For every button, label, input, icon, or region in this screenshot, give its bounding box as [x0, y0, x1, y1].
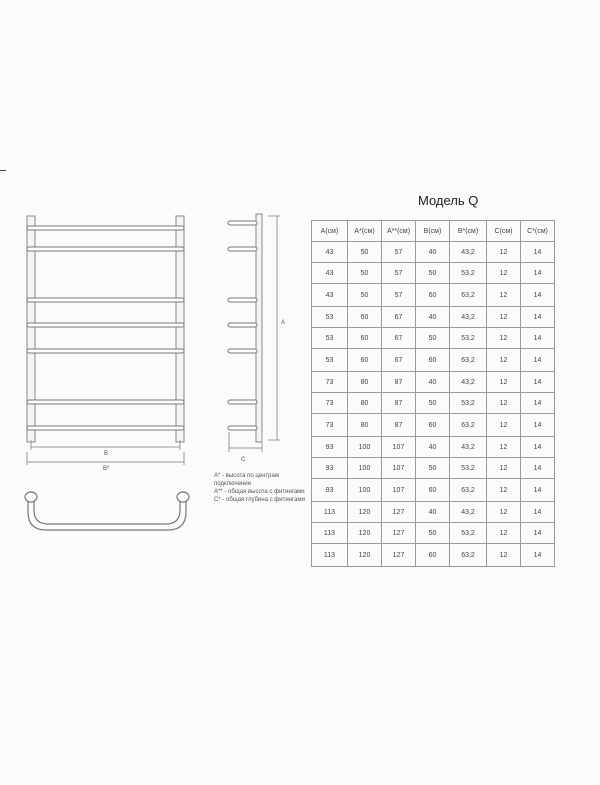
- note-c-star: C* - общая глубина с фитингами: [214, 497, 305, 503]
- table-cell: 14: [521, 458, 555, 479]
- table-row: [312, 263, 555, 284]
- table-cell: 67: [382, 307, 416, 328]
- table-cell: 57: [382, 263, 416, 284]
- table-cell: 50: [416, 523, 450, 544]
- table-row: [312, 544, 555, 567]
- table-cell: 12: [487, 414, 521, 437]
- table-cell: 87: [382, 414, 416, 437]
- table-cell: 113: [312, 544, 348, 567]
- side-rungs: [228, 221, 257, 430]
- table-cell: 53: [312, 349, 348, 372]
- table-cell: 12: [487, 263, 521, 284]
- spec-table: [311, 220, 555, 567]
- table-cell: 60: [416, 544, 450, 567]
- table-cell: 80: [348, 372, 382, 393]
- table-body: [312, 242, 555, 567]
- table-cell: 14: [521, 242, 555, 263]
- table-cell: 120: [348, 544, 382, 567]
- table-row: [312, 523, 555, 544]
- table-cell: 107: [382, 458, 416, 479]
- table-cell: 93: [312, 479, 348, 502]
- table-cell: 93: [312, 437, 348, 458]
- table-cell: 43: [312, 242, 348, 263]
- table-cell: 14: [521, 437, 555, 458]
- table-cell: 14: [521, 414, 555, 437]
- table-cell: 63,2: [450, 479, 487, 502]
- table-row: [312, 242, 555, 263]
- table-cell: 127: [382, 502, 416, 523]
- note-a-double-star: A** - общая высота с фитингами: [214, 489, 305, 495]
- table-cell: 57: [382, 242, 416, 263]
- table-cell: 14: [521, 349, 555, 372]
- table-cell: 14: [521, 523, 555, 544]
- table-cell: 40: [416, 502, 450, 523]
- table-cell: 60: [416, 479, 450, 502]
- top-view: [25, 492, 189, 530]
- table-cell: 80: [348, 414, 382, 437]
- table-cell: 113: [312, 502, 348, 523]
- table-cell: 14: [521, 393, 555, 414]
- table-cell: 60: [416, 284, 450, 307]
- table-cell: 43: [312, 263, 348, 284]
- table-cell: 63,2: [450, 544, 487, 567]
- table-cell: 53,2: [450, 263, 487, 284]
- table-cell: 93: [312, 458, 348, 479]
- table-cell: 14: [521, 502, 555, 523]
- table-cell: 107: [382, 479, 416, 502]
- table-cell: 12: [487, 307, 521, 328]
- table-cell: 14: [521, 307, 555, 328]
- table-cell: 50: [416, 458, 450, 479]
- table-cell: 73: [312, 414, 348, 437]
- table-cell: 53,2: [450, 393, 487, 414]
- table-row: [312, 437, 555, 458]
- footnotes: [214, 472, 306, 504]
- table-cell: 40: [416, 437, 450, 458]
- table-cell: 12: [487, 393, 521, 414]
- table-cell: 60: [348, 349, 382, 372]
- table-row: [312, 479, 555, 502]
- table-cell: 12: [487, 458, 521, 479]
- table-cell: 87: [382, 393, 416, 414]
- table-row: [312, 372, 555, 393]
- table-row: [312, 458, 555, 479]
- table-cell: 12: [487, 242, 521, 263]
- table-cell: 12: [487, 284, 521, 307]
- table-cell: 67: [382, 328, 416, 349]
- model-title: Модель Q: [418, 193, 479, 208]
- table-row: [312, 393, 555, 414]
- table-cell: 12: [487, 502, 521, 523]
- table-cell: 12: [487, 372, 521, 393]
- table-cell: 113: [312, 523, 348, 544]
- table-cell: 40: [416, 242, 450, 263]
- dim-label-b: B: [104, 451, 109, 457]
- table-cell: 40: [416, 307, 450, 328]
- table-cell: 120: [348, 502, 382, 523]
- table-cell: 127: [382, 544, 416, 567]
- side-view: [228, 214, 280, 452]
- table-cell: 53,2: [450, 328, 487, 349]
- table-cell: 12: [487, 523, 521, 544]
- table-cell: 12: [487, 437, 521, 458]
- table-cell: 53: [312, 307, 348, 328]
- table-cell: 53,2: [450, 458, 487, 479]
- table-cell: 53: [312, 328, 348, 349]
- table-cell: 50: [348, 242, 382, 263]
- table-cell: 57: [382, 284, 416, 307]
- table-row: [312, 284, 555, 307]
- table-cell: 43,2: [450, 242, 487, 263]
- table-cell: 50: [348, 284, 382, 307]
- table-row: [312, 502, 555, 523]
- table-cell: 50: [416, 393, 450, 414]
- table-cell: 14: [521, 328, 555, 349]
- table-row: [312, 414, 555, 437]
- table-cell: 50: [348, 263, 382, 284]
- table-cell: 43,2: [450, 307, 487, 328]
- note-a-star: A* - высота по центрам подключения: [214, 473, 279, 487]
- front-view: [27, 216, 184, 465]
- table-cell: 14: [521, 544, 555, 567]
- table-cell: 14: [521, 284, 555, 307]
- table-cell: 107: [382, 437, 416, 458]
- table-cell: 73: [312, 372, 348, 393]
- table-cell: 120: [348, 523, 382, 544]
- table-row: [312, 307, 555, 328]
- table-cell: 53,2: [450, 523, 487, 544]
- dim-label-c: C: [241, 457, 246, 463]
- table-cell: 87: [382, 372, 416, 393]
- table-cell: 60: [416, 414, 450, 437]
- table-cell: 43: [312, 284, 348, 307]
- table-cell: 14: [521, 372, 555, 393]
- table-cell: 60: [416, 349, 450, 372]
- col-header: A*(см): [348, 221, 382, 242]
- table-header-row: [312, 221, 555, 242]
- table-cell: 12: [487, 328, 521, 349]
- table-cell: 43,2: [450, 502, 487, 523]
- col-header: A(см): [312, 221, 348, 242]
- table-row: [312, 328, 555, 349]
- table-cell: 63,2: [450, 414, 487, 437]
- table-cell: 43,2: [450, 437, 487, 458]
- table-cell: 43,2: [450, 372, 487, 393]
- table-cell: 50: [416, 263, 450, 284]
- col-header: B(см): [416, 221, 450, 242]
- table-cell: 100: [348, 437, 382, 458]
- table-cell: 12: [487, 544, 521, 567]
- col-header: A**(см): [382, 221, 416, 242]
- table-cell: 12: [487, 479, 521, 502]
- dim-label-a: A: [281, 320, 286, 326]
- table-cell: 73: [312, 393, 348, 414]
- table-cell: 63,2: [450, 349, 487, 372]
- table-cell: 50: [416, 328, 450, 349]
- table-cell: 100: [348, 458, 382, 479]
- table-row: [312, 349, 555, 372]
- table-cell: 12: [487, 349, 521, 372]
- table-cell: 67: [382, 349, 416, 372]
- table-cell: 14: [521, 479, 555, 502]
- col-header: B*(см): [450, 221, 487, 242]
- table-cell: 80: [348, 393, 382, 414]
- dim-label-b-star: B*: [103, 466, 110, 472]
- table-cell: 63,2: [450, 284, 487, 307]
- table-cell: 40: [416, 372, 450, 393]
- table-cell: 127: [382, 523, 416, 544]
- table-cell: 14: [521, 263, 555, 284]
- rungs: [27, 226, 184, 430]
- col-header: C(см): [487, 221, 521, 242]
- col-header: C*(см): [521, 221, 555, 242]
- table-cell: 60: [348, 328, 382, 349]
- table-cell: 60: [348, 307, 382, 328]
- table-cell: 100: [348, 479, 382, 502]
